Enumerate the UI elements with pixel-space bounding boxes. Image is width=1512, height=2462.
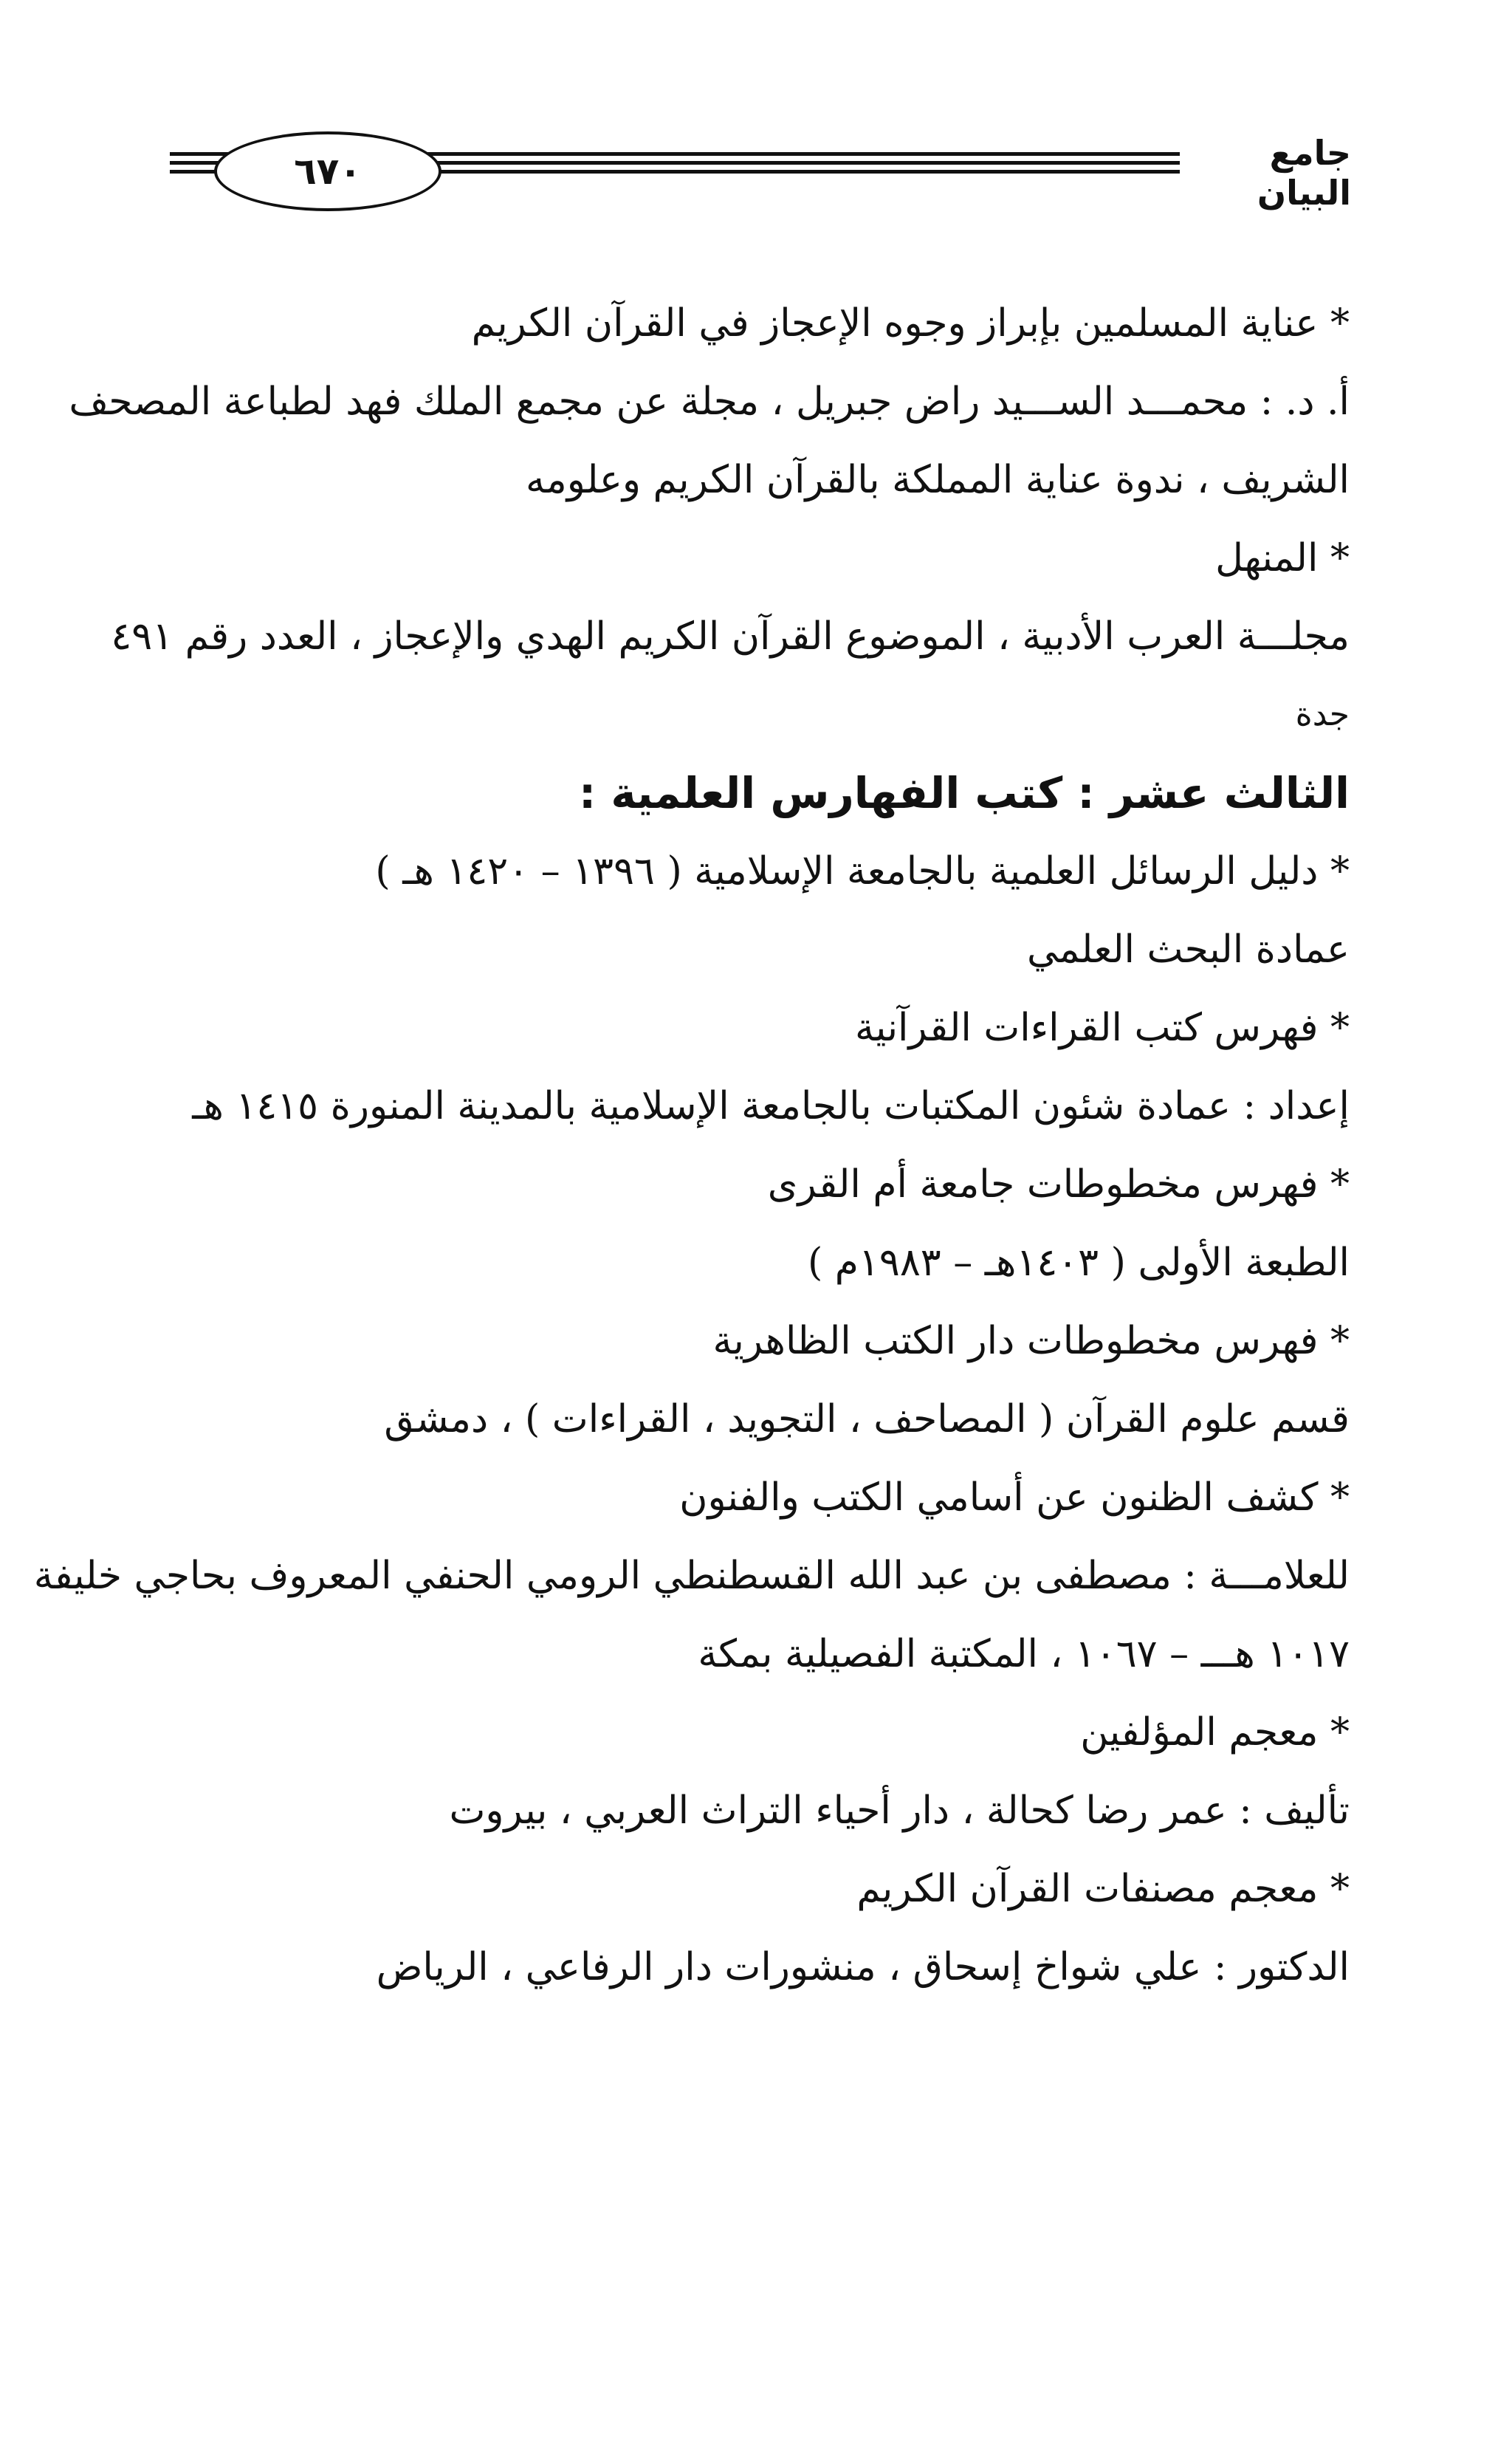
text-line: * المنهل (1215, 536, 1350, 580)
text-line: * عناية المسلمين بإبراز وجوه الإعجاز في القرآن الكريم (471, 301, 1350, 346)
text-line: * معجم مصنفات القرآن الكريم (856, 1867, 1350, 1911)
text-line: جدة (1295, 696, 1350, 733)
text-line: للعلامـــة : مصطفى بن عبد الله القسطنطي الرومي الحنفي المعروف بحاجي خليفة (33, 1554, 1350, 1598)
text-line: * فهرس كتب القراءات القرآنية (855, 1006, 1350, 1050)
text-line: * فهرس مخطوطات دار الكتب الظاهرية (712, 1319, 1350, 1363)
text-line: * فهرس مخطوطات جامعة أم القرى (767, 1162, 1350, 1207)
text-line: أ. د. : محمـــد الســـيد راض جبريل ، مجلة عن مجمع الملك فهد لطباعة المصحف (69, 380, 1350, 424)
page-body (33, 284, 1350, 2006)
text-line: مجلـــة العرب الأدبية ، الموضوع القرآن الكريم الهدي والإعجاز ، العدد رقم ٤٩١ (111, 614, 1350, 659)
text-line: إعداد : عمادة شئون المكتبات بالجامعة الإسلامية بالمدينة المنورة ١٤١٥ هـ (192, 1084, 1350, 1128)
text-line: قسم علوم القرآن ( المصاحف ، التجويد ، القراءات ) ، دمشق (384, 1397, 1350, 1441)
section-heading: الثالث عشر : كتب الفهارس العلمية : (578, 768, 1350, 818)
text-line: ١٠١٧ هـــ – ١٠٦٧ ، المكتبة الفصيلية بمكة (698, 1632, 1350, 1676)
text-line: * معجم المؤلفين (1080, 1710, 1350, 1755)
running-title: جامع البيان (1180, 133, 1351, 213)
text-line: تأليف : عمر رضا كحالة ، دار أحياء التراث العربي ، بيروت (449, 1789, 1350, 1833)
text-line: الشريف ، ندوة عناية المملكة بالقرآن الكريم وعلومه (526, 458, 1350, 502)
text-line: عمادة البحث العلمي (1027, 927, 1350, 972)
page-number: ٦٧٠ (214, 131, 441, 211)
text-line: الطبعة الأولى ( ١٤٠٣هـ – ١٩٨٣م ) (807, 1241, 1350, 1285)
text-line: * كشف الظنون عن أسامي الكتب والفنون (679, 1475, 1350, 1520)
page-header (170, 118, 1351, 213)
text-line: الدكتور : علي شواخ إسحاق ، منشورات دار الرفاعي ، الرياض (376, 1945, 1350, 1989)
text-line: * دليل الرسائل العلمية بالجامعة الإسلامية ( ١٣٩٦ – ١٤٢٠ هـ ) (375, 849, 1350, 894)
